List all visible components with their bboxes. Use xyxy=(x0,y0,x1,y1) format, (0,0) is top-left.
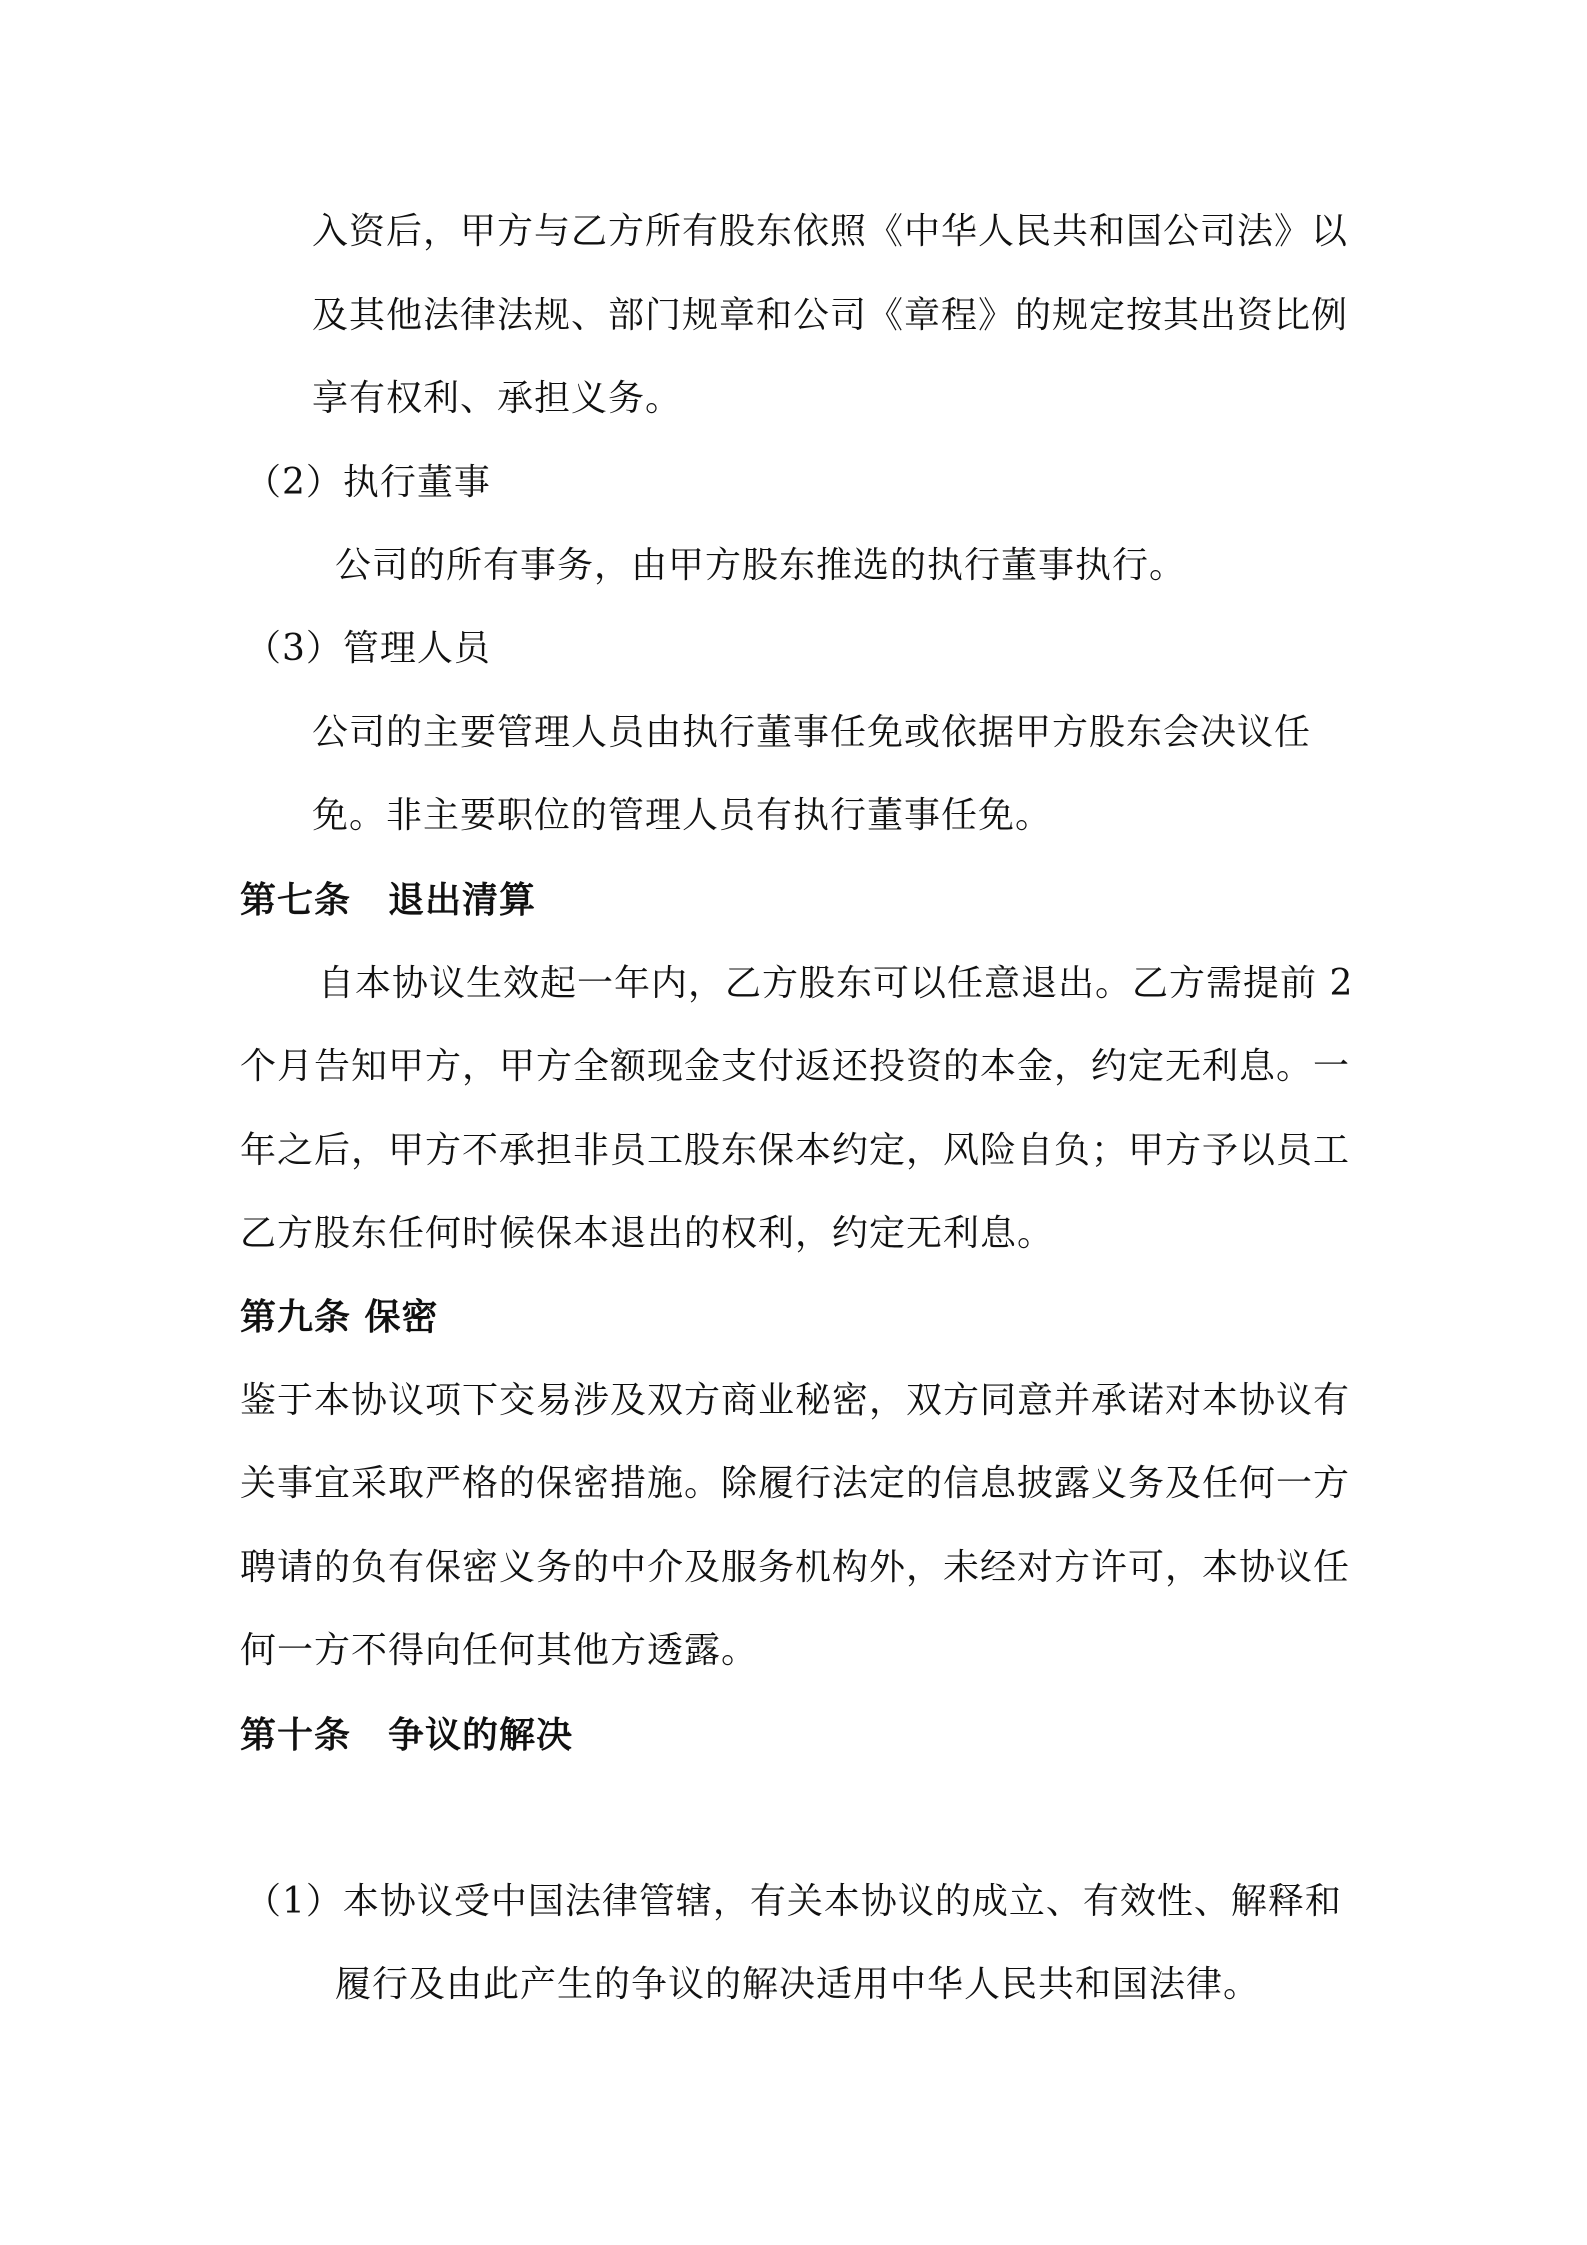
article-9-title: 第九条 保密 xyxy=(240,1296,439,1338)
executive-director-heading: （2）执行董事 xyxy=(245,462,491,503)
article-10-item-1-line-2: 履行及由此产生的争议的解决适用中华人民共和国法律。 xyxy=(335,1964,1261,2005)
management-line-2: 免。非主要职位的管理人员有执行董事任免。 xyxy=(312,795,1053,836)
article-9-line-2: 关事宜采取严格的保密措施。除履行法定的信息披露义务及任何一方 xyxy=(240,1463,1351,1504)
article-9-line-3: 聘请的负有保密义务的中介及服务机构外，未经对方许可，本协议任 xyxy=(240,1547,1351,1588)
executive-director-body: 公司的所有事务，由甲方股东推选的执行董事执行。 xyxy=(335,545,1187,586)
shareholder-rights-line-2: 及其他法律法规、部门规章和公司《章程》的规定按其出资比例 xyxy=(312,295,1349,336)
article-7-title: 第七条 退出清算 xyxy=(240,879,537,921)
shareholder-rights-line-1: 入资后，甲方与乙方所有股东依照《中华人民共和国公司法》以 xyxy=(312,211,1349,252)
article-10-item-1-line-1: （1）本协议受中国法律管辖，有关本协议的成立、有效性、解释和 xyxy=(245,1881,1342,1922)
article-9-line-1: 鉴于本协议项下交易涉及双方商业秘密，双方同意并承诺对本协议有 xyxy=(240,1380,1351,1421)
article-10-title: 第十条 争议的解决 xyxy=(240,1714,574,1756)
management-line-1: 公司的主要管理人员由执行董事任免或依据甲方股东会决议任 xyxy=(312,712,1312,753)
management-heading: （3）管理人员 xyxy=(245,628,491,669)
shareholder-rights-line-3: 享有权利、承担义务。 xyxy=(312,378,683,419)
article-9-line-4: 何一方不得向任何其他方透露。 xyxy=(240,1630,759,1671)
article-7-line-2: 个月告知甲方，甲方全额现金支付返还投资的本金，约定无利息。一 xyxy=(240,1046,1351,1087)
article-7-line-4: 乙方股东任何时候保本退出的权利，约定无利息。 xyxy=(240,1213,1055,1254)
article-7-line-3: 年之后，甲方不承担非员工股东保本约定，风险自负；甲方予以员工 xyxy=(240,1130,1351,1171)
article-7-line-1: 自本协议生效起一年内，乙方股东可以任意退出。乙方需提前 2 xyxy=(318,963,1354,1004)
